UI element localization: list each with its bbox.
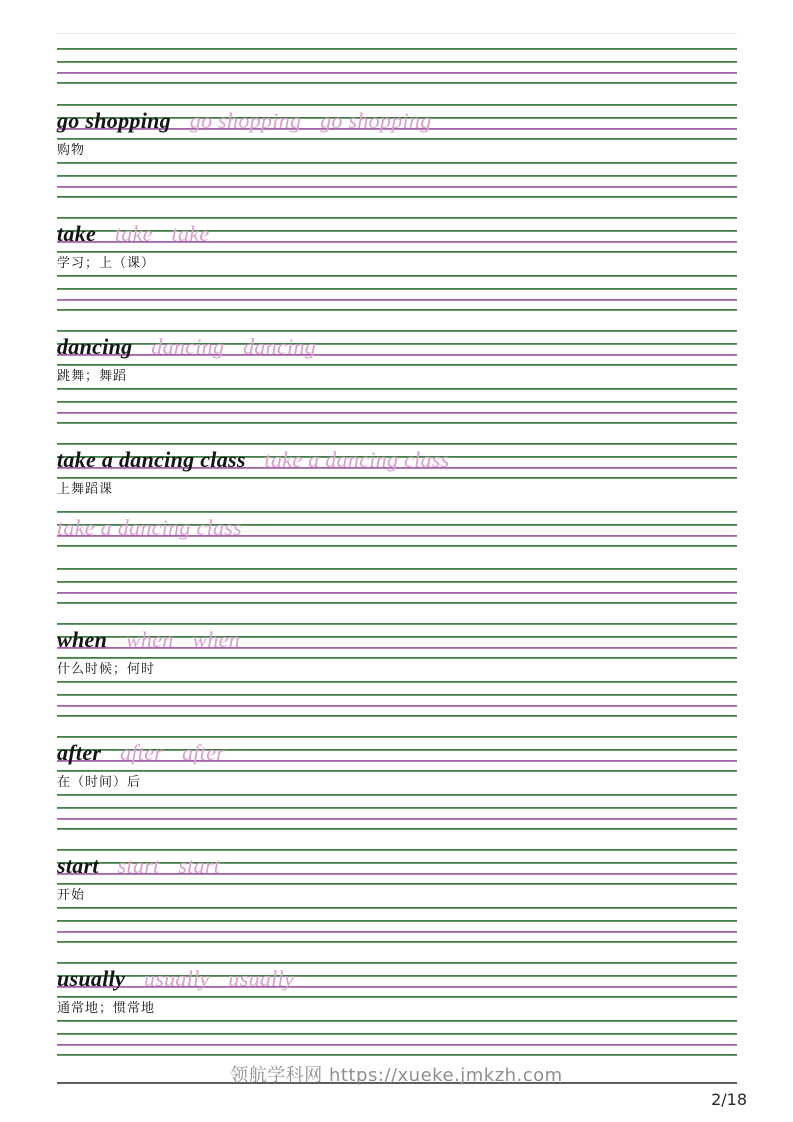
- headword: after: [57, 740, 102, 765]
- vocab-entry: [0, 217, 793, 330]
- traced-copy: after: [120, 740, 164, 765]
- ruled-grid: [57, 1020, 737, 1056]
- word-line: [57, 217, 737, 253]
- headword: start: [57, 853, 99, 878]
- word-grid: [57, 623, 737, 659]
- traced-copy: usually: [228, 966, 295, 991]
- traced-copy: start: [178, 853, 221, 878]
- word-grid: [57, 443, 737, 479]
- ruled-grid: [57, 48, 737, 84]
- word-grid: [57, 849, 737, 885]
- vocab-entry: [0, 736, 793, 849]
- word-line: [57, 849, 737, 885]
- traced-copy: go shopping: [189, 108, 302, 133]
- headword: usually: [57, 966, 126, 991]
- word-line: [57, 330, 737, 366]
- ruled-grid: [57, 568, 737, 604]
- vocab-entry: [0, 104, 793, 217]
- vocab-entry: [0, 849, 793, 962]
- meaning-text: 上舞蹈课: [57, 482, 114, 497]
- faint-top-rule: [57, 33, 737, 34]
- traced-copy: start: [117, 853, 160, 878]
- traced-copy: when: [125, 627, 174, 652]
- word-grid: [57, 330, 737, 366]
- ruled-grid: [57, 681, 737, 717]
- vocab-entry: [0, 962, 793, 1075]
- traced-copy: take a dancing class: [57, 515, 243, 540]
- traced-copy: usually: [143, 966, 210, 991]
- word-line: [57, 623, 737, 659]
- traced-copy: go shopping: [320, 108, 432, 133]
- word-line: [57, 962, 737, 998]
- vocab-entry: [0, 330, 793, 443]
- headword: take: [57, 221, 97, 246]
- page-number: 2/18: [711, 1090, 747, 1109]
- ruled-grid: [57, 388, 737, 424]
- meaning-text: 购物: [57, 143, 86, 158]
- meaning-text: 开始: [57, 888, 86, 903]
- traced-copy: when: [192, 627, 241, 652]
- headword: when: [57, 627, 108, 652]
- word-line: [57, 104, 737, 140]
- word-grid: [57, 217, 737, 253]
- vocab-entry: [0, 443, 793, 623]
- meaning-text: 学习；上（课）: [57, 256, 156, 271]
- headword: dancing: [57, 334, 133, 359]
- watermark: 领航学科网 https://xueke.jmkzh.com: [230, 1065, 563, 1086]
- meaning-text: 跳舞；舞蹈: [57, 369, 128, 384]
- word-grid: [57, 104, 737, 140]
- traced-copy: after: [181, 740, 226, 765]
- headword: go shopping: [57, 108, 171, 133]
- headword: take a dancing class: [57, 447, 246, 472]
- traced-copy: take a dancing class: [264, 447, 450, 472]
- word-line: [57, 736, 737, 772]
- traced-copy: take: [114, 221, 153, 246]
- word-grid: [57, 736, 737, 772]
- meaning-text: 在（时间）后: [57, 775, 142, 790]
- traced-copy: dancing: [243, 334, 317, 359]
- practice-grid: [57, 511, 737, 547]
- ruled-grid: [57, 162, 737, 198]
- word-line: [57, 443, 737, 479]
- meaning-text: 什么时候；何时: [57, 662, 156, 677]
- traced-copy: take: [171, 221, 210, 246]
- ruled-grid: [57, 907, 737, 943]
- word-grid: [57, 962, 737, 998]
- vocab-entry: [0, 623, 793, 736]
- ruled-grid: [57, 275, 737, 311]
- traced-copy: dancing: [151, 334, 225, 359]
- meaning-text: 通常地；惯常地: [57, 1001, 156, 1016]
- ruled-grid: [57, 794, 737, 830]
- word-line: [57, 511, 737, 547]
